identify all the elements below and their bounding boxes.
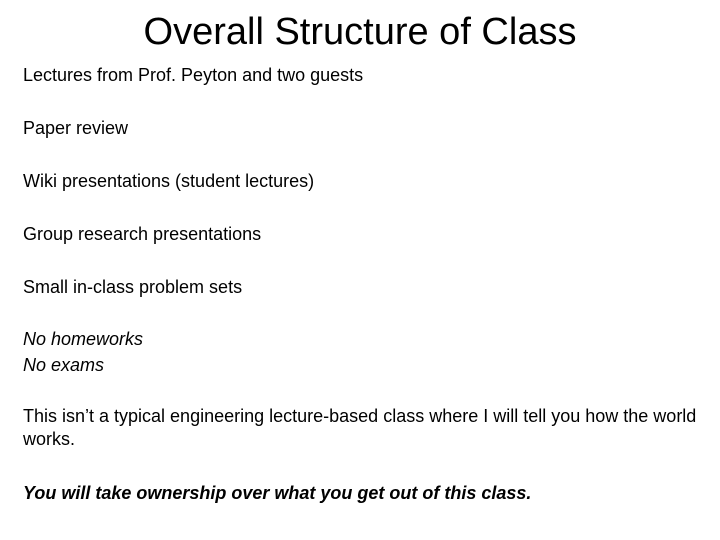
slide-title: Overall Structure of Class — [143, 11, 577, 53]
emphasis-no-exams: No exams — [23, 355, 105, 375]
item-problem-sets: Small in-class problem sets — [23, 277, 243, 297]
item-paper-review: Paper review — [23, 118, 129, 138]
item-lectures: Lectures from Prof. Peyton and two guests — [23, 65, 364, 85]
item-group-research: Group research presentations — [23, 224, 262, 244]
emphasis-no-homeworks: No homeworks — [23, 329, 144, 349]
item-wiki-presentations: Wiki presentations (student lectures) — [23, 171, 315, 191]
note-text: This isn’t a typical engineering lecture-based class where I will tell you how the world works. — [23, 406, 697, 449]
closing-statement: You will take ownership over what you get out of this class. — [23, 483, 532, 503]
